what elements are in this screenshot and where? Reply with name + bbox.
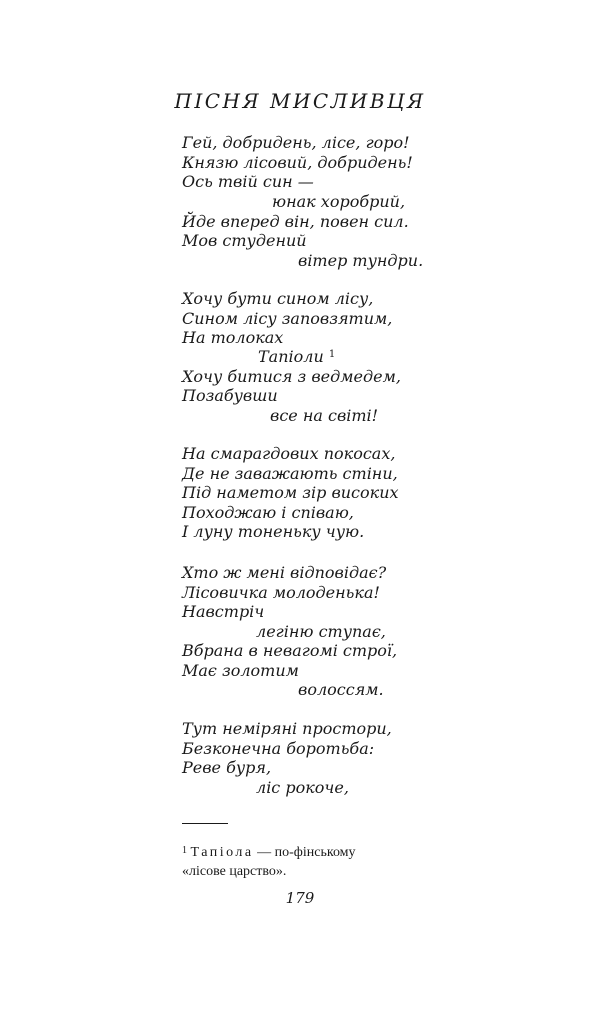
poem-line: Вбрана в невагомі строї, bbox=[182, 641, 398, 660]
poem-line: На толоках bbox=[182, 328, 284, 347]
poem-line: Під наметом зір високих bbox=[182, 483, 399, 502]
poem-line: Мов студений bbox=[182, 231, 307, 250]
footnote-marker: 1 bbox=[182, 845, 187, 856]
footnote-line bbox=[182, 843, 356, 862]
footnote-divider bbox=[182, 823, 228, 824]
footnote-reference: 1 bbox=[328, 349, 336, 360]
poem-line: Гей, добридень, лісе, горо! bbox=[182, 133, 410, 152]
poem-line: Хочу бути сином лісу, bbox=[182, 289, 374, 308]
poem-line: Де не заважають стіни, bbox=[182, 464, 398, 483]
footnote-line: «лісове царство». bbox=[182, 864, 287, 879]
poem-line: Тут неміряні простори, bbox=[182, 719, 392, 738]
page-number: 179 bbox=[285, 889, 315, 907]
poem-line: юнак хоробрий, bbox=[272, 192, 406, 211]
poem-line: Має золотим bbox=[182, 661, 299, 680]
poem-line: вітер тундри. bbox=[298, 251, 424, 270]
poem-line: Йде вперед він, повен сил. bbox=[182, 212, 409, 231]
poem-line: Хто ж мені відповідає? bbox=[182, 563, 387, 582]
footnote-term: Тапіола bbox=[190, 845, 254, 860]
poem-line: Походжаю і співаю, bbox=[182, 503, 354, 522]
poem-line: Навстріч bbox=[182, 602, 265, 621]
poem-line: Сином лісу заповзятим, bbox=[182, 309, 393, 328]
poem-line: На смарагдових покосах, bbox=[182, 444, 396, 463]
poem-line: Лісовичка молоденька! bbox=[182, 583, 380, 602]
footnote-text: — по-фінському bbox=[253, 845, 356, 860]
poem-line: Безконечна боротьба: bbox=[182, 739, 375, 758]
tapiola-word: Тапіоли bbox=[258, 347, 324, 366]
poem-line: І луну тоненьку чую. bbox=[182, 522, 365, 541]
poem-title: ПІСНЯ МИСЛИВЦЯ bbox=[174, 89, 426, 113]
poem-line: Реве буря, bbox=[182, 758, 272, 777]
poem-line: Князю лісовий, добридень! bbox=[182, 153, 413, 172]
poem-line: ліс рокоче, bbox=[256, 778, 349, 797]
poem-line: волоссям. bbox=[298, 680, 384, 699]
poem-line: Хочу битися з ведмедем, bbox=[182, 367, 401, 386]
poem-line: Ось твій син — bbox=[182, 172, 314, 191]
poem-line: легіню ступає, bbox=[256, 622, 386, 641]
poem-line bbox=[258, 347, 335, 367]
poem-line: все на світі! bbox=[270, 406, 379, 425]
poem-line: Позабувши bbox=[182, 386, 278, 405]
